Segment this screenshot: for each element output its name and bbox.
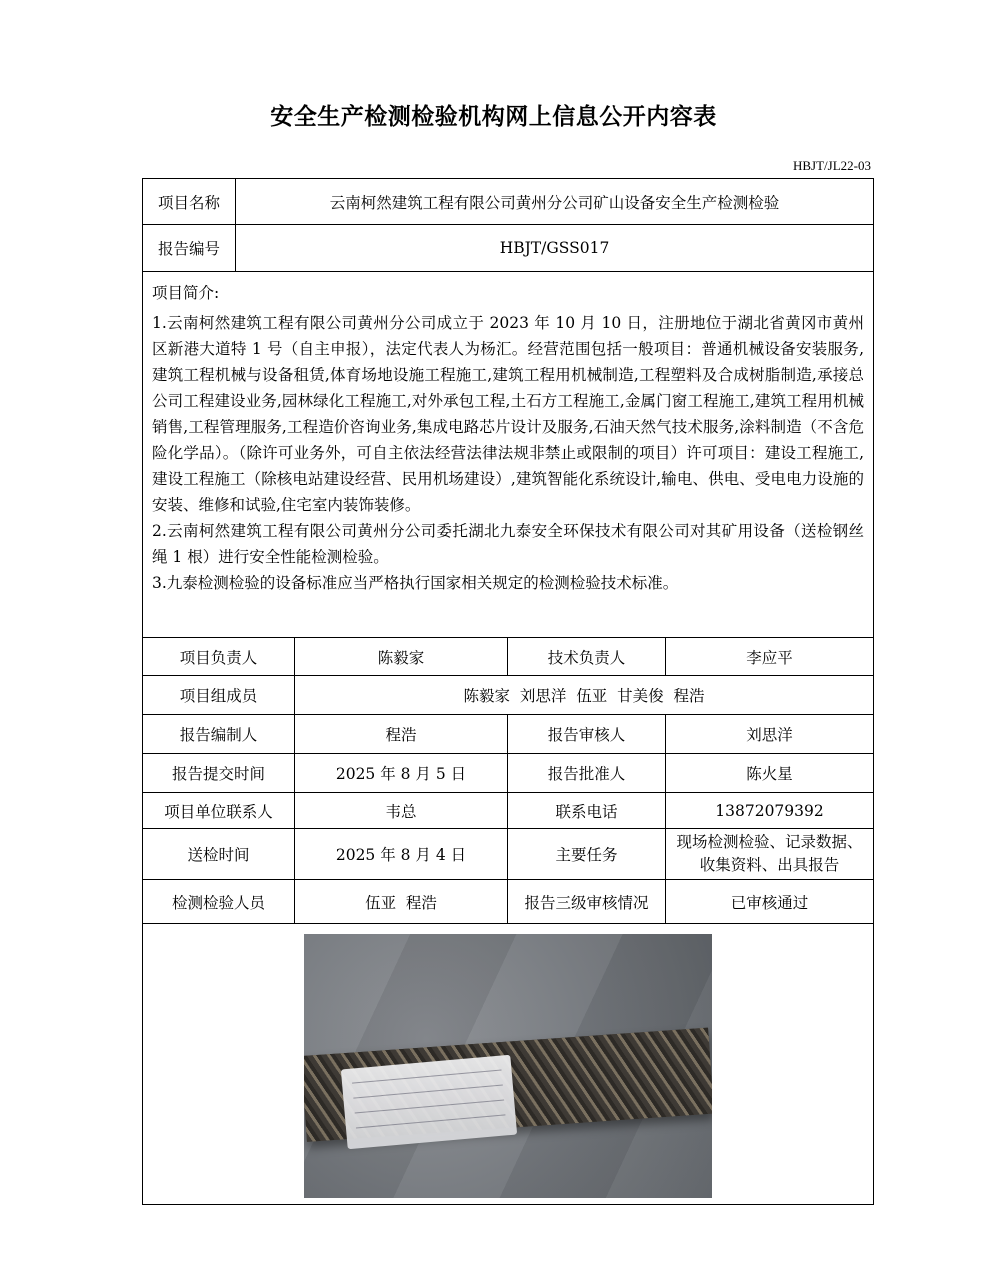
- document-number: HBJT/JL22-03: [793, 158, 871, 173]
- project-intro-cell: [143, 272, 874, 638]
- project-intro-heading: 项目简介:: [152, 284, 220, 302]
- three-level-review-label: 报告三级审核情况: [508, 880, 666, 924]
- report-approver-label: 报告批准人: [508, 754, 666, 793]
- project-intro-paragraph-1: 1.云南柯然建筑工程有限公司黄州分公司成立于 2023 年 10 月 10 日，注册地位于湖北省黄冈市黄州区新港大道特 1 号（自主申报），法定代表人为杨汇。经营范围包括一般项目：普通机械设备安装服务,建筑工程机械与设备租赁,体育场地设施工程施工,建筑工程用机械制造,工程塑料及合成树脂制造,承接总公司工程建设业务,园林绿化工程施工,对外承包工程,土石方工程施工,金属门窗工程施工,建筑工程用机械销售,工程管理服务,工程造价咨询业务,集成电路芯片设计及服务,石油天然气技术服务,涂料制造（不含危险化学品）。（除许可业务外，可自主依法经营法律法规非禁止或限制的项目）许可项目：建设工程施工,建设工程施工（除核电站建设经营、民用机场建设）,建筑智能化系统设计,输电、供电、受电电力设施的安装、维修和试验,住宅室内装饰装修。: [152, 314, 865, 514]
- inspectors-label: 检测检验人员: [143, 880, 295, 924]
- table-row: [143, 880, 874, 924]
- report-number-value: HBJT/GSS017: [236, 225, 874, 272]
- contact-phone-label: 联系电话: [508, 793, 666, 829]
- inspection-date-value: 2025 年 8 月 4 日: [295, 829, 508, 880]
- photo-row: [143, 924, 874, 1205]
- project-name-value: 云南柯然建筑工程有限公司黄州分公司矿山设备安全生产检测检验: [236, 179, 874, 225]
- main-tasks-label: 主要任务: [508, 829, 666, 880]
- photo-cell: [143, 924, 874, 1205]
- report-approver-value: 陈火星: [666, 754, 874, 793]
- project-leader-label: 项目负责人: [143, 638, 295, 676]
- client-contact-value: 韦总: [295, 793, 508, 829]
- technical-leader-label: 技术负责人: [508, 638, 666, 676]
- main-tasks-value: 现场检测检验、记录数据、收集资料、出具报告: [666, 829, 874, 880]
- submission-date-label: 报告提交时间: [143, 754, 295, 793]
- project-intro-paragraph-2: 2.云南柯然建筑工程有限公司黄州分公司委托湖北九泰安全环保技术有限公司对其矿用设备（送检钢丝绳 1 根）进行安全性能检测检验。: [152, 522, 865, 566]
- info-table: [142, 178, 874, 1205]
- project-name-row: [143, 179, 874, 225]
- report-author-label: 报告编制人: [143, 715, 295, 754]
- sample-label-tag-image: [341, 1055, 517, 1150]
- report-reviewer-label: 报告审核人: [508, 715, 666, 754]
- report-number-row: [143, 225, 874, 272]
- project-intro-paragraph-3: 3.九泰检测检验的设备标准应当严格执行国家相关规定的检测检验技术标准。: [152, 574, 679, 592]
- inspectors-value: 伍亚 程浩: [295, 880, 508, 924]
- contact-phone-value: 13872079392: [666, 793, 874, 829]
- team-members-value: 陈毅家 刘思洋 伍亚 甘美俊 程浩: [295, 676, 874, 715]
- table-row: [143, 754, 874, 793]
- inspection-date-label: 送检时间: [143, 829, 295, 880]
- table-row: [143, 676, 874, 715]
- table-row: [143, 829, 874, 880]
- submission-date-value: 2025 年 8 月 5 日: [295, 754, 508, 793]
- table-row: [143, 793, 874, 829]
- team-members-label: 项目组成员: [143, 676, 295, 715]
- report-author-value: 程浩: [295, 715, 508, 754]
- wire-rope-sample-photo: [304, 934, 712, 1198]
- table-row: [143, 638, 874, 676]
- table-row: [143, 715, 874, 754]
- report-number-label: 报告编号: [143, 225, 236, 272]
- project-intro-row: [143, 272, 874, 638]
- project-leader-value: 陈毅家: [295, 638, 508, 676]
- technical-leader-value: 李应平: [666, 638, 874, 676]
- three-level-review-value: 已审核通过: [666, 880, 874, 924]
- client-contact-label: 项目单位联系人: [143, 793, 295, 829]
- report-reviewer-value: 刘思洋: [666, 715, 874, 754]
- page-title: 安全生产检测检验机构网上信息公开内容表: [270, 103, 717, 130]
- project-name-label: 项目名称: [143, 179, 236, 225]
